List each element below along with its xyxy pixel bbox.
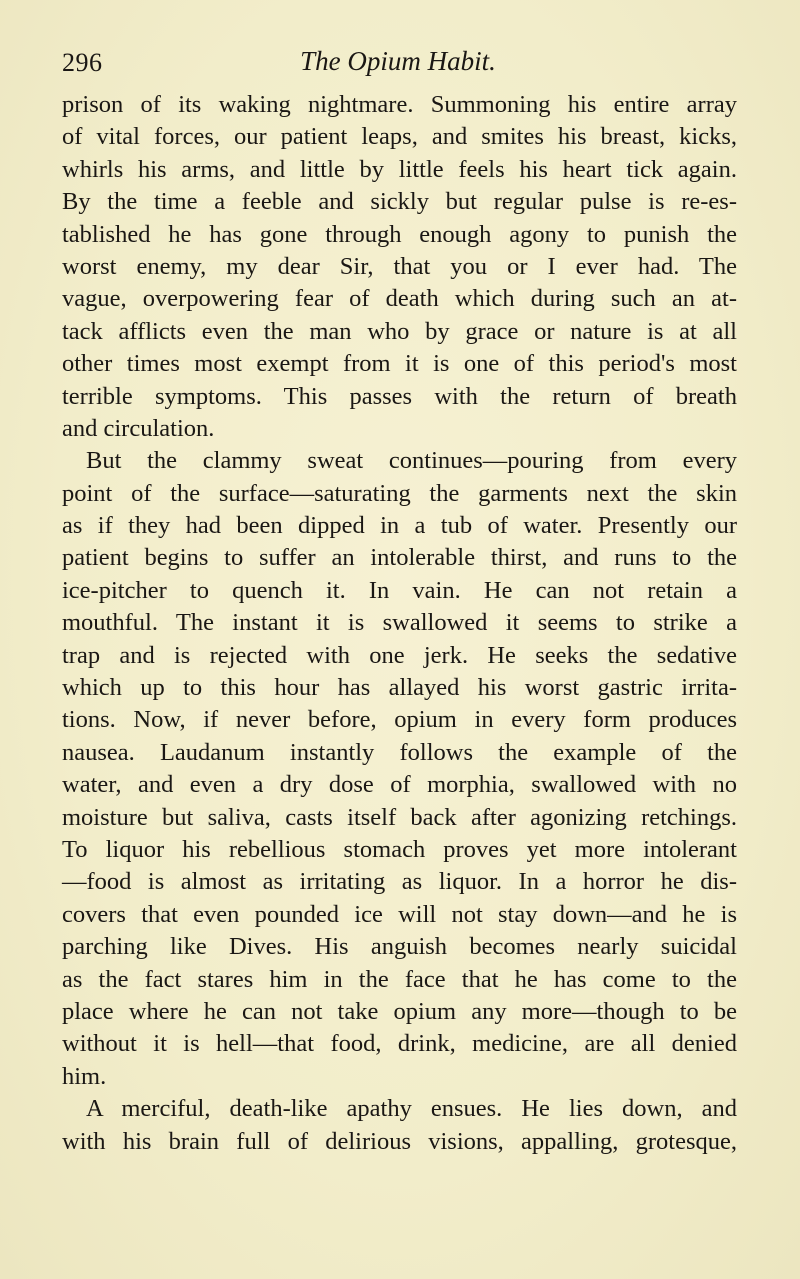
text-line: other times most exempt from it is one of this period's most [62, 350, 737, 378]
text-line: whirls his arms, and little by little feels his heart tick again. [62, 155, 737, 183]
text-line: as the fact stares him in the face that he has come to the [62, 965, 737, 993]
text-line: and circulation. [62, 414, 215, 442]
text-line: —food is almost as irritating as liquor. In a horror he dis- [62, 868, 737, 896]
text-line: patient begins to suffer an intolerable thirst, and runs to the [62, 544, 737, 572]
text-line: ice-pitcher to quench it. In vain. He can not retain a [62, 576, 737, 604]
text-line: But the clammy sweat continues—pouring from every [86, 447, 737, 475]
text-line: To liquor his rebellious stomach proves yet more intolerant [62, 835, 737, 863]
text-line: vague, overpowering fear of death which during such an at- [62, 285, 737, 313]
text-line: place where he can not take opium any more—though to be [62, 997, 737, 1025]
text-line: trap and is rejected with one jerk. He seeks the sedative [62, 641, 737, 669]
text-line: parching like Dives. His anguish becomes nearly suicidal [62, 933, 737, 961]
text-line: tions. Now, if never before, opium in every form produces [62, 706, 737, 734]
text-line: worst enemy, my dear Sir, that you or I ever had. The [62, 252, 737, 280]
text-line: tack afflicts even the man who by grace or nature is at all [62, 317, 737, 345]
text-line: as if they had been dipped in a tub of water. Presently our [62, 512, 737, 540]
text-line: nausea. Laudanum instantly follows the example of the [62, 738, 737, 766]
text-line: terrible symptoms. This passes with the return of breath [62, 382, 737, 410]
text-line: covers that even pounded ice will not stay down—and he is [62, 900, 737, 928]
text-line: point of the surface—saturating the garments next the skin [62, 479, 737, 507]
text-line: of vital forces, our patient leaps, and smites his breast, kicks, [62, 123, 737, 151]
body-text [62, 89, 737, 1158]
text-line: water, and even a dry dose of morphia, swallowed with no [62, 771, 737, 799]
text-line: A merciful, death-like apathy ensues. He lies down, and [86, 1095, 737, 1123]
page-header [62, 40, 734, 80]
running-title: The Opium Habit. [300, 46, 496, 76]
text-line: By the time a feeble and sickly but regular pulse is re-es- [62, 188, 737, 216]
text-line: mouthful. The instant it is swallowed it seems to strike a [62, 609, 737, 637]
text-line: which up to this hour has allayed his worst gastric irrita- [62, 674, 737, 702]
text-line: with his brain full of delirious visions, appalling, grotesque, [62, 1127, 737, 1155]
text-line: him. [62, 1062, 107, 1090]
page-number: 296 [62, 48, 103, 77]
text-line: moisture but saliva, casts itself back after agonizing retchings. [62, 803, 737, 831]
text-line: tablished he has gone through enough agony to punish the [62, 220, 737, 248]
text-line: without it is hell—that food, drink, medicine, are all denied [62, 1030, 737, 1058]
text-line: prison of its waking nightmare. Summoning his entire array [62, 91, 737, 118]
